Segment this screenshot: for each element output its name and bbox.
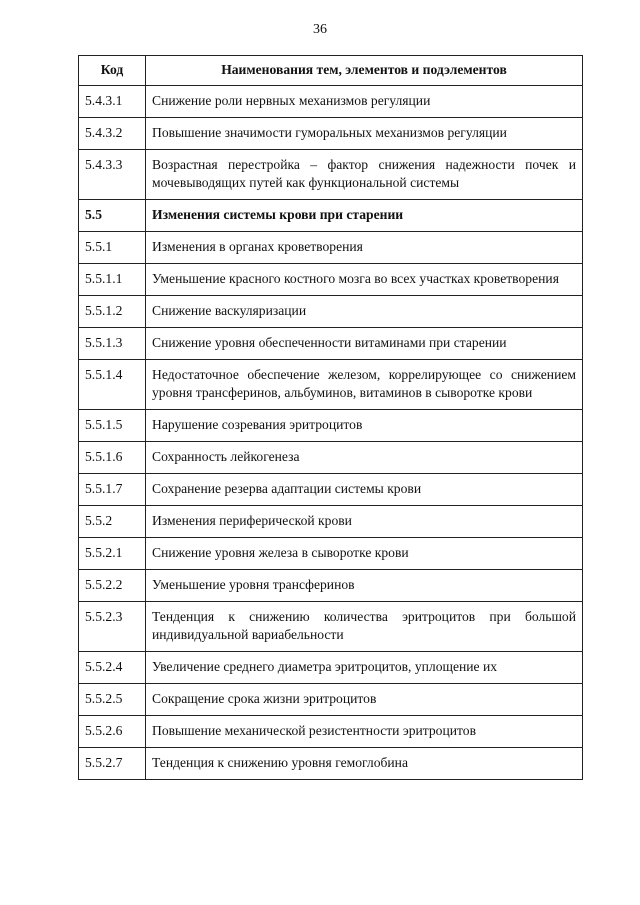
column-header-name: Наименования тем, элементов и подэлементов [146,56,583,86]
table-row [79,684,583,716]
row-name: Уменьшение уровня трансферинов [146,570,583,602]
table-row [79,602,583,652]
table-row [79,118,583,150]
row-code: 5.5.2.1 [79,538,146,570]
row-code: 5.5.2.2 [79,570,146,602]
table-row [79,264,583,296]
table-row [79,360,583,410]
row-code: 5.5.1.5 [79,410,146,442]
row-code: 5.5.2.4 [79,652,146,684]
row-code: 5.5.2.3 [79,602,146,652]
table-row [79,570,583,602]
row-name: Изменения системы крови при старении [146,200,583,232]
table-row [79,86,583,118]
row-code: 5.5.1.1 [79,264,146,296]
row-name: Уменьшение красного костного мозга во всех участках кроветворения [146,264,583,296]
row-code: 5.5.2 [79,506,146,538]
table-row [79,506,583,538]
table-row [79,652,583,684]
row-name: Снижение уровня железа в сыворотке крови [146,538,583,570]
row-code: 5.4.3.3 [79,150,146,200]
row-name: Увеличение среднего диаметра эритроцитов, уплощение их [146,652,583,684]
row-code: 5.4.3.1 [79,86,146,118]
table-row [79,748,583,780]
row-name: Тенденция к снижению количества эритроцитов при большой индивидуальной вариабельности [146,602,583,652]
row-code: 5.4.3.2 [79,118,146,150]
table-row [79,474,583,506]
table-body [79,86,583,780]
row-name: Повышение значимости гуморальных механизмов регуляции [146,118,583,150]
row-code: 5.5.2.6 [79,716,146,748]
row-name: Повышение механической резистентности эритроцитов [146,716,583,748]
table-row [79,296,583,328]
row-name: Возрастная перестройка – фактор снижения надежности почек и мочевыводящих путей как функциональной системы [146,150,583,200]
table-row [79,442,583,474]
row-name: Сокращение срока жизни эритроцитов [146,684,583,716]
table-row [79,232,583,264]
row-name: Снижение васкуляризации [146,296,583,328]
row-name: Недостаточное обеспечение железом, коррелирующее со снижением уровня трансферинов, альбуминов, витаминов в сыворотке крови [146,360,583,410]
row-code: 5.5 [79,200,146,232]
table-row [79,538,583,570]
row-code: 5.5.1.3 [79,328,146,360]
row-name: Снижение роли нервных механизмов регуляции [146,86,583,118]
row-code: 5.5.1.6 [79,442,146,474]
row-name: Тенденция к снижению уровня гемоглобина [146,748,583,780]
table-row [79,716,583,748]
row-code: 5.5.1.2 [79,296,146,328]
row-code: 5.5.2.7 [79,748,146,780]
table-row [79,200,583,232]
table-header-row [79,56,583,86]
row-code: 5.5.2.5 [79,684,146,716]
row-name: Сохранение резерва адаптации системы крови [146,474,583,506]
column-header-code: Код [79,56,146,86]
table-row [79,150,583,200]
topics-table [78,55,583,780]
row-name: Изменения в органах кроветворения [146,232,583,264]
table-row [79,410,583,442]
row-code: 5.5.1.7 [79,474,146,506]
row-name: Изменения периферической крови [146,506,583,538]
row-name: Нарушение созревания эритроцитов [146,410,583,442]
row-name: Сохранность лейкогенеза [146,442,583,474]
table-row [79,328,583,360]
row-code: 5.5.1.4 [79,360,146,410]
row-name: Снижение уровня обеспеченности витаминами при старении [146,328,583,360]
page-number: 36 [313,22,327,37]
row-code: 5.5.1 [79,232,146,264]
